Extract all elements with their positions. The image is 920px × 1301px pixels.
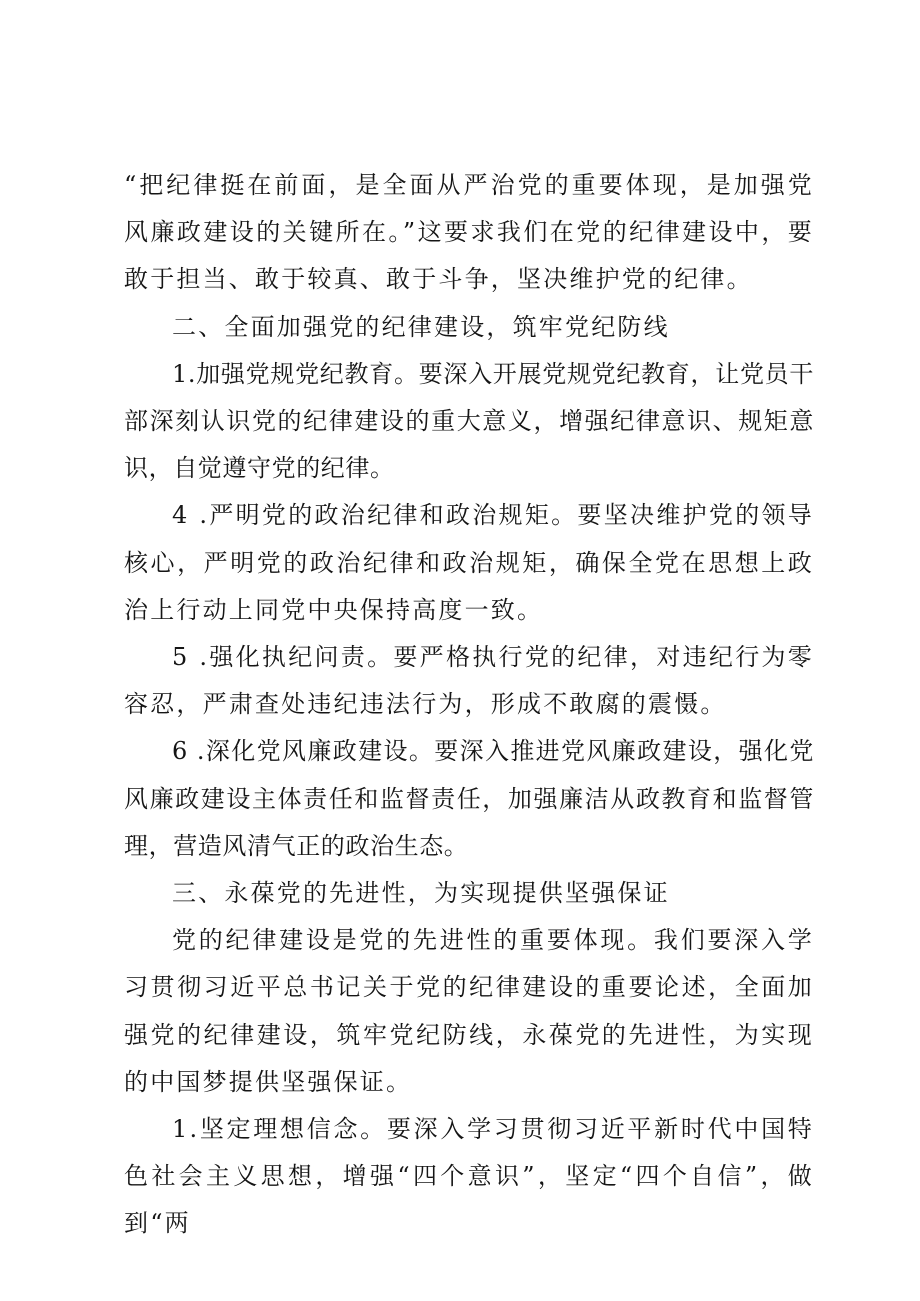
paragraph-item-1: 1.加强党规党纪教育。要深入开展党规党纪教育，让党员干部深刻认识党的纪律建设的重大意义，增强纪律意识、规矩意识，自觉遵守党的纪律。 bbox=[124, 359, 814, 483]
paragraph-item-5: 5 .强化执纪问责。要严格执行党的纪律，对违纪行为零容忍，严肃查处违纪违法行为，形成不敢腐的震慑。 bbox=[124, 643, 814, 719]
section-heading-3: 三、永葆党的先进性，为实现提供坚强保证 bbox=[172, 879, 670, 908]
paragraph-item-6: 6 .深化党风廉政建设。要深入推进党风廉政建设，强化党风廉政建设主体责任和监督责任，加强廉洁从政教育和监督管理，营造风清气正的政治生态。 bbox=[124, 737, 814, 860]
section-heading-2: 二、全面加强党的纪律建设，筑牢党纪防线 bbox=[172, 312, 670, 341]
document-body bbox=[124, 162, 814, 1248]
paragraph-item-4: 4 .严明党的政治纪律和政治规矩。要坚决维护党的领导核心，严明党的政治纪律和政治规矩，确保全党在思想上政治上行动上同党中央保持高度一致。 bbox=[124, 501, 814, 624]
paragraph-item-1-ideals: 1.坚定理想信念。要深入学习贯彻习近平新时代中国特色社会主义思想，增强“四个意识”，坚定“四个自信”，做到“两 bbox=[124, 1115, 814, 1238]
paragraph-quote-continuation: “把纪律挺在前面，是全面从严治党的重要体现，是加强党风廉政建设的关键所在。”这要求我们在党的纪律建设中，要敢于担当、敢于较真、敢于斗争，坚决维护党的纪律。 bbox=[124, 171, 814, 294]
paragraph-section-3-intro: 党的纪律建设是党的先进性的重要体现。我们要深入学习贯彻习近平总书记关于党的纪律建设的重要论述，全面加强党的纪律建设，筑牢党纪防线，永葆党的先进性，为实现的中国梦提供坚强保证。 bbox=[124, 926, 814, 1096]
